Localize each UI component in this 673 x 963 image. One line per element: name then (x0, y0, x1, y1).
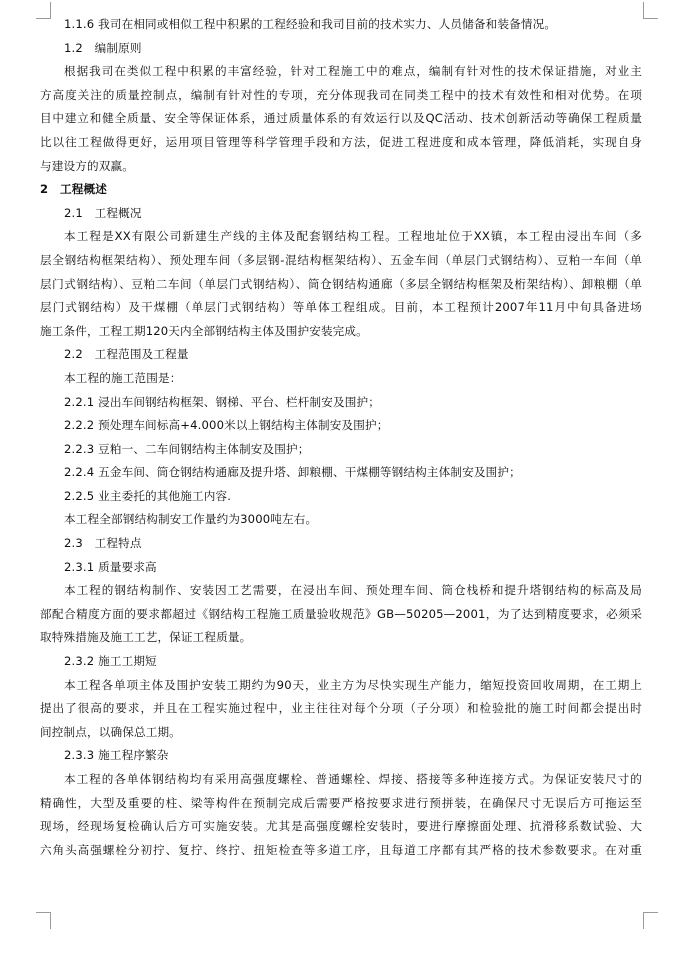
text-line: 施工条件，工程工期120天内全部钢结构主体及围护安装完成。 (40, 323, 368, 338)
text-line: 2.2.3 豆粕一、二车间钢结构主体制安及围护； (64, 441, 310, 456)
document-body (40, 13, 642, 862)
text-line: 层门式钢结构）及干煤棚（单层门式钢结构）等单体工程组成。目前，本工程预计2007年11月中旬具备进场 (40, 300, 642, 315)
crop-mark-bottom-left (36, 912, 51, 929)
text-line: 2.2.2 预处理车间标高+4.000米以上钢结构主体制安及围护； (64, 418, 389, 433)
text-line: 取特殊措施及施工工艺，保证工程质量。 (40, 630, 252, 645)
text-line: 2.2 工程范围及工程量 (64, 347, 189, 362)
text-line: 2.3.3 施工程序繁杂 (64, 748, 169, 763)
text-line: 层门式钢结构）、豆粕二车间（单层门式钢结构）、筒仓钢结构通廊（多层全钢结构框架及桁架结构）、卸粮棚（单 (40, 276, 642, 291)
text-line: 本工程全部钢结构制安工作量约为3000吨左右。 (64, 512, 318, 527)
text-line: 层全钢结构框架结构）、预处理车间（多层钢-混结构框架结构）、五金车间（单层门式钢结构）、豆粕一车间（单 (40, 252, 642, 267)
text-line: 2.3 工程特点 (64, 536, 142, 551)
text-line: 间控制点，以确保总工期。 (40, 724, 181, 739)
text-line: 本工程是XX有限公司新建生产线的主体及配套钢结构工程。工程地址位于XX镇，本工程由浸出车间（多 (64, 229, 642, 244)
crop-mark-bottom-right (643, 912, 658, 929)
text-line: 本工程各单项主体及围护安装工期约为90天，业主方为尽快实现生产能力，缩短投资回收周期，在工期上 (64, 677, 642, 692)
text-line: 2.2.1 浸出车间钢结构框架、钢梯、平台、栏杆制安及围护； (64, 394, 380, 409)
text-line: 提出了很高的要求，并且在工程实施过程中，业主往往对每个分项（子分项）和检验批的施工时间都会提出时 (40, 701, 642, 716)
text-line: 2.2.5 业主委托的其他施工内容. (64, 488, 232, 503)
text-line: 1.2 编制原则 (64, 40, 142, 55)
text-line: 精确性，大型及重要的柱、梁等构件在预制完成后需要严格按要求进行预拼装，在确保尺寸无误后方可拖运至 (40, 795, 642, 810)
text-line: 1.1.6 我司在相同或相似工程中积累的工程经验和我司目前的技术实力、人员储备和装备情况。 (64, 17, 557, 31)
text-line: 2.1 工程概况 (64, 205, 142, 220)
text-line: 比以往工程做得更好，运用项目管理等科学管理手段和方法，促进工程进度和成本管理，降低消耗，实现自身 (40, 134, 642, 149)
text-line: 2.3.1 质量要求高 (64, 559, 157, 574)
section-heading: 2 工程概述 (40, 182, 107, 197)
text-line: 目中建立和健全质量、安全等保证体系，通过质量体系的有效运行以及QC活动、技术创新活动等确保工程质量 (40, 111, 642, 126)
text-line: 现场，经现场复检确认后方可实施安装。尤其是高强度螺栓安装时，要进行摩擦面处理、抗滑移系数试验、大 (40, 819, 642, 834)
crop-mark-top-right (643, 2, 658, 19)
text-line: 2.2.4 五金车间、筒仓钢结构通廊及提升塔、卸粮棚、干煤棚等钢结构主体制安及围护； (64, 465, 521, 480)
text-line: 与建设方的双赢。 (40, 158, 134, 173)
text-line: 六角头高强螺栓分初拧、复拧、终拧、扭矩检查等多道工序，且每道工序都有其严格的技术参数要求。在对重 (40, 842, 642, 857)
text-line: 根据我司在类似工程中积累的丰富经验，针对工程施工中的难点，编制有针对性的技术保证措施，对业主 (64, 64, 642, 79)
text-line: 本工程的各单体钢结构均有采用高强度螺栓、普通螺栓、焊接、搭接等多种连接方式。为保证安装尺寸的 (64, 772, 642, 786)
text-line: 本工程的钢结构制作、安装因工艺需要，在浸出车间、预处理车间、筒仓栈桥和提升塔钢结构的标高及局 (64, 583, 642, 598)
text-line: 部配合精度方面的要求都超过《钢结构工程施工质量验收规范》GB—50205—2001，为了达到精度要求，必须采 (40, 606, 642, 621)
text-line: 方高度关注的质量控制点，编制有针对性的专项，充分体现我司在同类工程中的技术有效性和相对优势。在项 (40, 87, 642, 102)
text-line: 2.3.2 施工工期短 (64, 654, 157, 669)
text-line: 本工程的施工范围是： (64, 370, 182, 385)
